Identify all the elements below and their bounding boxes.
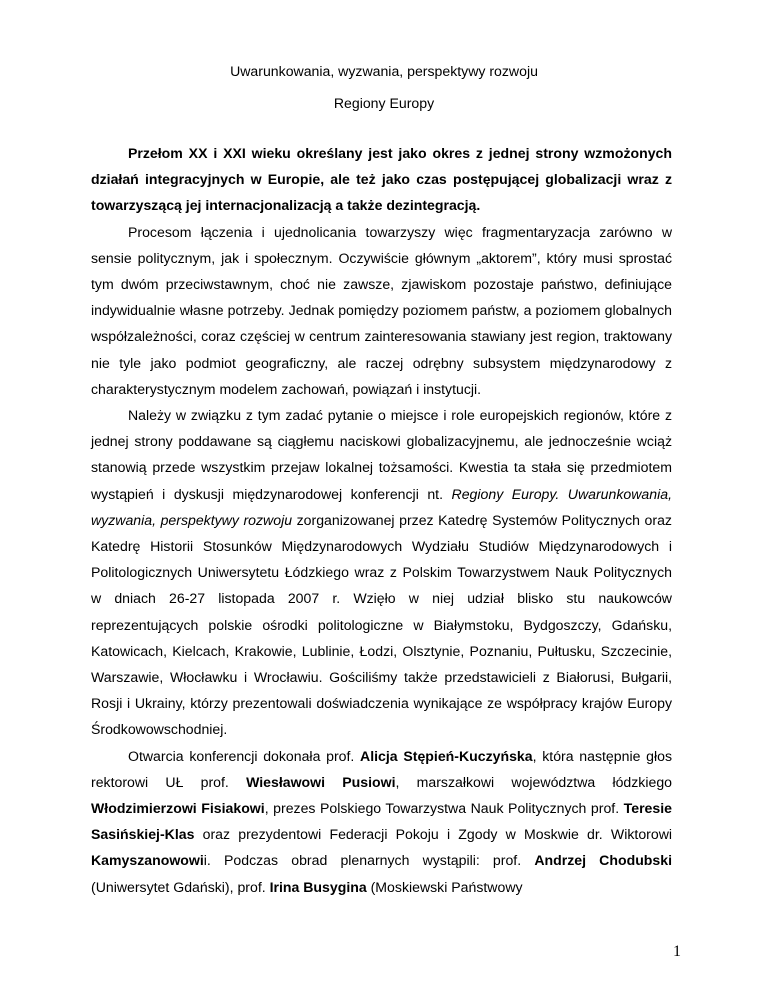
opening-text: oraz prezydentowi Federacji Pokoju i Zgody w Moskwie dr. Wiktorowi	[194, 826, 672, 843]
opening-text: (Uniwersytet Gdański), prof.	[91, 878, 270, 895]
paragraph-conference	[91, 402, 672, 743]
person-name: Włodzimierzowi Fisiakowi	[91, 800, 265, 817]
person-name: Kamyszanowowi	[91, 852, 204, 869]
conference-title: Regiony Europy. Uwarunkowania, wyzwania, perspektywy rozwoju	[91, 485, 672, 528]
opening-text: (Moskiewski Państwowy	[366, 878, 523, 895]
subtitle-line: Uwarunkowania, wyzwania, perspektywy rozwoju	[230, 63, 538, 79]
conference-text-after: zorganizowanej przez Katedrę Systemów Politycznych oraz Katedrę Historii Stosunków Międzynarodowych Wydziału Studiów Międzynarodowych i Politologicznych Uniwersytetu Łódzkiego wraz z Polskim Towarzystwem Nauk Politycznych w dniach 26-27 listopada 2007 r. Wzięło w niej udział blisko stu naukowców reprezentujących polskie ośrodki politologiczne w Białymstoku, Bydgoszczy, Gdańsku, Katowicach, Kielcach, Krakowie, Lublinie, Łodzi, Olsztynie, Poznaniu, Pułtusku, Szczecinie, Warszawie, Włocławku i Wrocławiu. Gościliśmy także przedstawicieli z Białorusi, Bułgarii, Rosji i Ukrainy, którzy prezentowali doświadczenia wynikające ze współpracy krajów Europy Środkowowschodniej.	[91, 511, 672, 738]
person-name: Teresie Sasińskiej-Klas	[91, 800, 672, 843]
opening-text: , która następnie głos rektorowi UŁ prof.	[91, 747, 672, 790]
intro-paragraph: Przełom XX i XXI wieku określany jest jako okres z jednej strony wzmożonych działań integracyjnych w Europie, ale też jako czas postępującej globalizacji wraz z towarzyszącą jej internacjonalizacją a także dezintegracją.	[91, 145, 672, 214]
person-name: Andrzej Chodubski	[534, 852, 673, 869]
page-number: 1	[673, 943, 681, 960]
person-name: Alicja Stępień-Kuczyńska	[360, 747, 533, 764]
paragraph-opening	[91, 743, 672, 900]
document-title: Regiony Europy	[333, 95, 435, 111]
person-name: Wiesławowi Pusiowi	[246, 773, 396, 790]
conference-text-before: Należy w związku z tym zadać pytanie o miejsce i role europejskich regionów, które z jednej strony poddawane są ciągłemu naciskowi globalizacyjnemu, ale jednocześnie wciąż stanowią przede wszystkim przejaw lokalnej tożsamości. Kwestia ta stała się przedmiotem wystąpień i dyskusji międzynarodowej konferencji nt.	[91, 407, 672, 502]
opening-text: , prezes Polskiego Towarzystwa Nauk Politycznych prof.	[264, 800, 624, 817]
opening-text: Otwarcia konferencji dokonała prof.	[128, 747, 361, 764]
opening-text: , marszałkowi województwa łódzkiego	[395, 773, 672, 790]
person-name: Irina Busygina	[269, 878, 367, 895]
opening-text: i. Podczas obrad plenarnych wystąpili: prof.	[203, 852, 535, 869]
paragraph-regions: Procesom łączenia i ujednolicania towarzyszy więc fragmentaryzacja zarówno w sensie politycznym, jak i społecznym. Oczywiście głównym „aktorem”, który musi sprostać tym dwóm przeciwstawnym, choć nie zawsze, zjawiskom pozostaje państwo, definiujące indywidualnie własne potrzeby. Jednak pomiędzy poziomem państw, a poziomem globalnych współzależności, coraz częściej w centrum zainteresowania stawiany jest region, traktowany nie tyle jako podmiot geograficzny, ale raczej odrębny subsystem międzynarodowy z charakterystycznym modelem zachowań, powiązań i instytucji.	[91, 223, 672, 397]
body-text	[91, 140, 672, 900]
